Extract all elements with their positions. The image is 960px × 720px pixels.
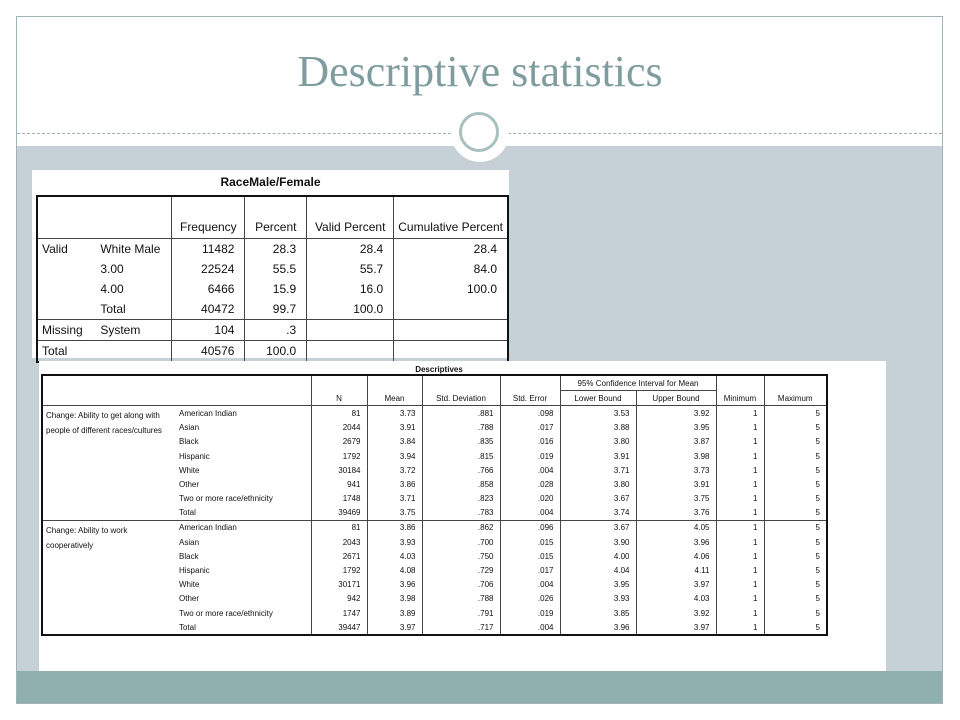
std-deviation-cell: .835	[422, 435, 500, 449]
category-label: Two or more race/ethnicity	[179, 608, 273, 618]
header-frequency: Frequency	[172, 196, 245, 239]
frequency-cell: 40472	[172, 299, 245, 320]
race-frequency-table	[32, 170, 509, 358]
lower-bound-cell: 3.80	[560, 477, 636, 491]
row-label: White Male	[100, 242, 161, 256]
n-cell: 81	[311, 520, 367, 535]
mean-cell: 3.96	[367, 578, 422, 592]
group-label: Change: Ability to work cooperatively	[42, 520, 176, 635]
upper-bound-cell: 3.97	[636, 578, 716, 592]
valid-percent-cell	[307, 341, 394, 363]
lower-bound-cell: 3.90	[560, 535, 636, 549]
maximum-cell: 5	[764, 549, 827, 563]
n-cell: 30184	[311, 463, 367, 477]
maximum-cell: 5	[764, 477, 827, 491]
category-label: Other	[179, 479, 200, 489]
std-error-cell: .098	[500, 406, 560, 421]
table-row	[37, 341, 508, 363]
header-maximum: Maximum	[764, 391, 827, 406]
mean-cell: 3.73	[367, 406, 422, 421]
frequency-cell: 6466	[172, 279, 245, 299]
minimum-cell: 1	[716, 592, 764, 606]
minimum-cell: 1	[716, 563, 764, 577]
lower-bound-cell: 3.96	[560, 620, 636, 635]
upper-bound-cell: 3.76	[636, 506, 716, 521]
maximum-cell: 5	[764, 606, 827, 620]
header-std-deviation: Std. Deviation	[422, 391, 500, 406]
percent-cell: 100.0	[245, 341, 307, 363]
mean-cell: 3.93	[367, 535, 422, 549]
header-lower-bound: Lower Bound	[560, 391, 636, 406]
valid-percent-cell	[307, 320, 394, 341]
std-deviation-cell: .783	[422, 506, 500, 521]
row-label: Total	[100, 302, 126, 316]
n-cell: 2043	[311, 535, 367, 549]
lower-bound-cell: 3.93	[560, 592, 636, 606]
lower-bound-cell: 3.67	[560, 492, 636, 506]
race-table	[36, 195, 509, 363]
mean-cell: 3.86	[367, 520, 422, 535]
footer-band	[17, 671, 942, 703]
lower-bound-cell: 3.74	[560, 506, 636, 521]
maximum-cell: 5	[764, 620, 827, 635]
minimum-cell: 1	[716, 578, 764, 592]
frequency-cell: 11482	[172, 239, 245, 260]
row-label: System	[96, 320, 171, 341]
maximum-cell: 5	[764, 563, 827, 577]
n-cell: 2679	[311, 435, 367, 449]
upper-bound-cell: 3.92	[636, 406, 716, 421]
upper-bound-cell: 4.05	[636, 520, 716, 535]
mean-cell: 3.98	[367, 592, 422, 606]
lower-bound-cell: 3.67	[560, 520, 636, 535]
std-error-cell: .017	[500, 421, 560, 435]
std-deviation-cell: .717	[422, 620, 500, 635]
upper-bound-cell: 3.91	[636, 477, 716, 491]
ci-header: 95% Confidence Interval for Mean	[560, 375, 716, 391]
n-cell: 39469	[311, 506, 367, 521]
mean-cell: 3.72	[367, 463, 422, 477]
std-error-cell: .004	[500, 620, 560, 635]
n-cell: 39447	[311, 620, 367, 635]
circle-ornament-icon	[459, 112, 499, 152]
descriptives-table	[41, 374, 828, 636]
std-deviation-cell: .700	[422, 535, 500, 549]
maximum-cell: 5	[764, 435, 827, 449]
std-deviation-cell: .706	[422, 578, 500, 592]
valid-percent-cell: 100.0	[307, 299, 394, 320]
frequency-cell: 40576	[172, 341, 245, 363]
upper-bound-cell: 3.73	[636, 463, 716, 477]
std-error-cell: .004	[500, 578, 560, 592]
row-group-label: Total	[37, 341, 172, 363]
minimum-cell: 1	[716, 463, 764, 477]
n-cell: 1792	[311, 563, 367, 577]
mean-cell: 4.03	[367, 549, 422, 563]
mean-cell: 4.08	[367, 563, 422, 577]
n-cell: 2671	[311, 549, 367, 563]
frequency-cell: 104	[172, 320, 245, 341]
std-error-cell: .004	[500, 463, 560, 477]
lower-bound-cell: 4.00	[560, 549, 636, 563]
row-group-label	[37, 299, 96, 320]
corner-cell	[37, 196, 172, 239]
maximum-cell: 5	[764, 463, 827, 477]
minimum-cell: 1	[716, 535, 764, 549]
n-cell: 81	[311, 406, 367, 421]
std-error-cell: .016	[500, 435, 560, 449]
category-label: Total	[179, 508, 196, 518]
upper-bound-cell: 3.97	[636, 620, 716, 635]
std-error-cell: .019	[500, 606, 560, 620]
header-std-error: Std. Error	[500, 391, 560, 406]
percent-cell: 99.7	[245, 299, 307, 320]
header-minimum: Minimum	[716, 391, 764, 406]
maximum-cell: 5	[764, 492, 827, 506]
minimum-cell: 1	[716, 520, 764, 535]
std-deviation-cell: .862	[422, 520, 500, 535]
upper-bound-cell: 3.87	[636, 435, 716, 449]
category-label: Black	[179, 437, 199, 447]
maximum-cell: 5	[764, 421, 827, 435]
std-deviation-cell: .729	[422, 563, 500, 577]
std-error-cell: .015	[500, 535, 560, 549]
row-group-label	[37, 259, 96, 279]
std-error-cell: .026	[500, 592, 560, 606]
mean-cell: 3.84	[367, 435, 422, 449]
category-label: American Indian	[176, 406, 311, 421]
std-deviation-cell: .766	[422, 463, 500, 477]
maximum-cell: 5	[764, 520, 827, 535]
lower-bound-cell: 4.04	[560, 563, 636, 577]
category-label: Asian	[179, 423, 200, 433]
upper-bound-cell: 4.11	[636, 563, 716, 577]
cumulative-percent-cell	[394, 299, 508, 320]
cumulative-percent-cell	[394, 320, 508, 341]
std-deviation-cell: .858	[422, 477, 500, 491]
table-row	[37, 299, 508, 320]
table-row	[42, 520, 827, 535]
category-label: Other	[179, 594, 200, 604]
row-group-label: Valid	[37, 239, 96, 260]
std-error-cell: .015	[500, 549, 560, 563]
corner-cell	[42, 375, 311, 406]
descriptives-title: Descriptives	[415, 365, 463, 374]
lower-bound-cell: 3.80	[560, 435, 636, 449]
percent-cell: 28.3	[245, 239, 307, 260]
maximum-cell: 5	[764, 506, 827, 521]
n-cell: 1792	[311, 449, 367, 463]
std-deviation-cell: .815	[422, 449, 500, 463]
upper-bound-cell: 4.03	[636, 592, 716, 606]
category-label: Hispanic	[179, 451, 210, 461]
mean-cell: 3.97	[367, 620, 422, 635]
mean-cell: 3.75	[367, 506, 422, 521]
row-group-label	[37, 279, 96, 299]
table-row	[37, 279, 508, 299]
std-error-cell: .028	[500, 477, 560, 491]
lower-bound-cell: 3.88	[560, 421, 636, 435]
minimum-cell: 1	[716, 549, 764, 563]
mean-cell: 3.86	[367, 477, 422, 491]
std-error-cell: .019	[500, 449, 560, 463]
maximum-cell: 5	[764, 535, 827, 549]
valid-percent-cell: 55.7	[307, 259, 394, 279]
valid-percent-cell: 28.4	[307, 239, 394, 260]
cumulative-percent-cell: 28.4	[394, 239, 508, 260]
category-label: Asian	[179, 537, 200, 547]
std-deviation-cell: .881	[422, 406, 500, 421]
category-label: Hispanic	[179, 566, 210, 576]
std-error-cell: .017	[500, 563, 560, 577]
header-valid-percent: Valid Percent	[307, 196, 394, 239]
frequency-cell: 22524	[172, 259, 245, 279]
header-cumulative-percent: Cumulative Percent	[394, 196, 508, 239]
category-label: White	[179, 465, 200, 475]
minimum-cell: 1	[716, 620, 764, 635]
maximum-cell: 5	[764, 578, 827, 592]
table-row	[37, 320, 508, 341]
std-deviation-cell: .750	[422, 549, 500, 563]
table-row	[42, 406, 827, 421]
n-cell: 941	[311, 477, 367, 491]
std-error-cell: .096	[500, 520, 560, 535]
maximum-cell: 5	[764, 592, 827, 606]
percent-cell: 15.9	[245, 279, 307, 299]
header-mean: Mean	[367, 391, 422, 406]
upper-bound-cell: 3.98	[636, 449, 716, 463]
category-label: Total	[176, 620, 311, 635]
minimum-cell: 1	[716, 435, 764, 449]
table-row	[37, 239, 508, 260]
upper-bound-cell: 3.96	[636, 535, 716, 549]
lower-bound-cell: 3.71	[560, 463, 636, 477]
group-label: Change: Ability to get along with people of different races/cultures	[42, 406, 176, 521]
category-label: American Indian	[176, 520, 311, 535]
row-group-label: Missing	[37, 320, 96, 341]
header-n: N	[311, 391, 367, 406]
std-deviation-cell: .788	[422, 421, 500, 435]
n-cell: 1747	[311, 606, 367, 620]
race-table-title: RaceMale/Female	[220, 175, 321, 189]
mean-cell: 3.89	[367, 606, 422, 620]
upper-bound-cell: 3.92	[636, 606, 716, 620]
n-cell: 2044	[311, 421, 367, 435]
header-percent: Percent	[245, 196, 307, 239]
valid-percent-cell: 16.0	[307, 279, 394, 299]
minimum-cell: 1	[716, 492, 764, 506]
n-cell: 30171	[311, 578, 367, 592]
std-error-cell: .020	[500, 492, 560, 506]
category-label: White	[179, 580, 200, 590]
slide-title: Descriptive statistics	[297, 47, 663, 96]
minimum-cell: 1	[716, 421, 764, 435]
cumulative-percent-cell: 84.0	[394, 259, 508, 279]
percent-cell: .3	[245, 320, 307, 341]
lower-bound-cell: 3.53	[560, 406, 636, 421]
category-label: Two or more race/ethnicity	[179, 494, 273, 504]
row-label: 3.00	[100, 262, 124, 276]
upper-bound-cell: 3.75	[636, 492, 716, 506]
std-deviation-cell: .791	[422, 606, 500, 620]
percent-cell: 55.5	[245, 259, 307, 279]
cumulative-percent-cell	[394, 341, 508, 363]
maximum-cell: 5	[764, 406, 827, 421]
header-upper-bound: Upper Bound	[636, 391, 716, 406]
lower-bound-cell: 3.95	[560, 578, 636, 592]
std-error-cell: .004	[500, 506, 560, 521]
upper-bound-cell: 4.06	[636, 549, 716, 563]
table-row	[37, 259, 508, 279]
std-deviation-cell: .823	[422, 492, 500, 506]
n-cell: 1748	[311, 492, 367, 506]
cumulative-percent-cell: 100.0	[394, 279, 508, 299]
maximum-cell: 5	[764, 449, 827, 463]
descriptives-panel	[39, 361, 886, 671]
mean-cell: 3.71	[367, 492, 422, 506]
minimum-cell: 1	[716, 449, 764, 463]
mean-cell: 3.94	[367, 449, 422, 463]
mean-cell: 3.91	[367, 421, 422, 435]
minimum-cell: 1	[716, 606, 764, 620]
category-label: Black	[179, 551, 199, 561]
minimum-cell: 1	[716, 406, 764, 421]
lower-bound-cell: 3.91	[560, 449, 636, 463]
minimum-cell: 1	[716, 506, 764, 521]
upper-bound-cell: 3.95	[636, 421, 716, 435]
lower-bound-cell: 3.85	[560, 606, 636, 620]
n-cell: 942	[311, 592, 367, 606]
std-deviation-cell: .788	[422, 592, 500, 606]
row-label: 4.00	[100, 282, 124, 296]
minimum-cell: 1	[716, 477, 764, 491]
